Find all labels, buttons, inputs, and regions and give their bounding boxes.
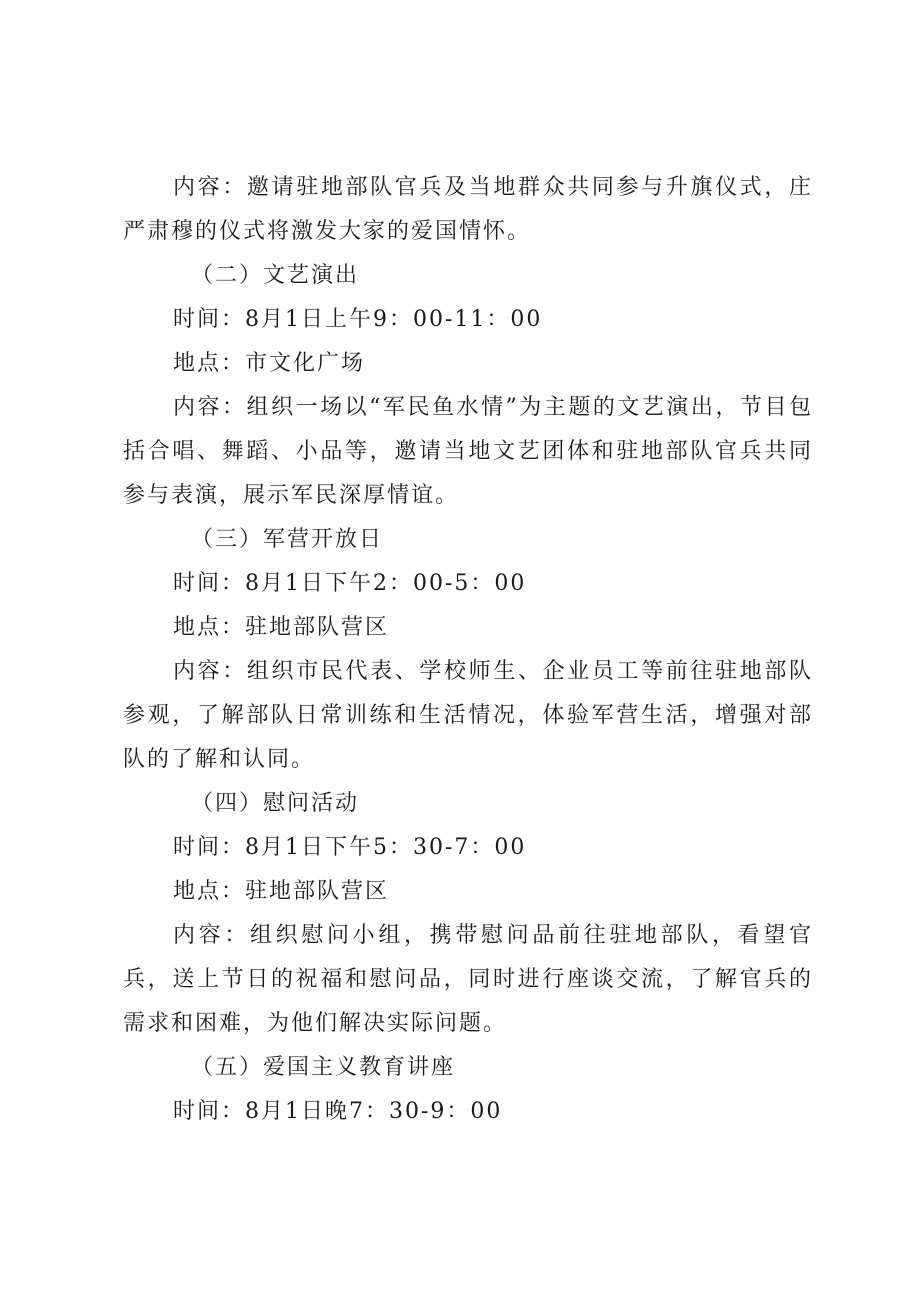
document-body [123,166,813,1134]
section-heading-lecture: （五）爱国主义教育讲座 [191,1055,456,1080]
paragraph-performance-location: 地点：市文化广场 [173,351,366,376]
section-heading-open-day: （三）军营开放日 [191,527,384,552]
paragraph-open-day-location: 地点：驻地部队营区 [173,615,390,640]
paragraph-flag-ceremony-content: 内容：邀请驻地部队官兵及当地群众共同参与升旗仪式，庄严肃穆的仪式将激发大家的爱国情怀。 [123,175,813,244]
paragraph-visit-location: 地点：驻地部队营区 [173,879,390,904]
paragraph-lecture-time: 时间：8月1日晚7：30-9：00 [173,1099,503,1124]
paragraph-open-day-time: 时间：8月1日下午2：00-5：00 [173,571,527,596]
section-heading-performance: （二）文艺演出 [191,263,360,288]
paragraph-visit-time: 时间：8月1日下午5：30-7：00 [173,835,527,860]
paragraph-performance-content: 内容：组织一场以“军民鱼水情”为主题的文艺演出，节目包括合唱、舞蹈、小品等，邀请当地文艺团体和驻地部队官兵共同参与表演，展示军民深厚情谊。 [123,395,813,508]
section-heading-visit: （四）慰问活动 [191,791,360,816]
paragraph-open-day-content: 内容：组织市民代表、学校师生、企业员工等前往驻地部队参观，了解部队日常训练和生活情况，体验军营生活，增强对部队的了解和认同。 [123,659,813,772]
paragraph-visit-content: 内容：组织慰问小组，携带慰问品前往驻地部队，看望官兵，送上节日的祝福和慰问品，同时进行座谈交流，了解官兵的需求和困难，为他们解决实际问题。 [123,923,813,1036]
paragraph-performance-time: 时间：8月1日上午9：00-11：00 [173,307,543,332]
